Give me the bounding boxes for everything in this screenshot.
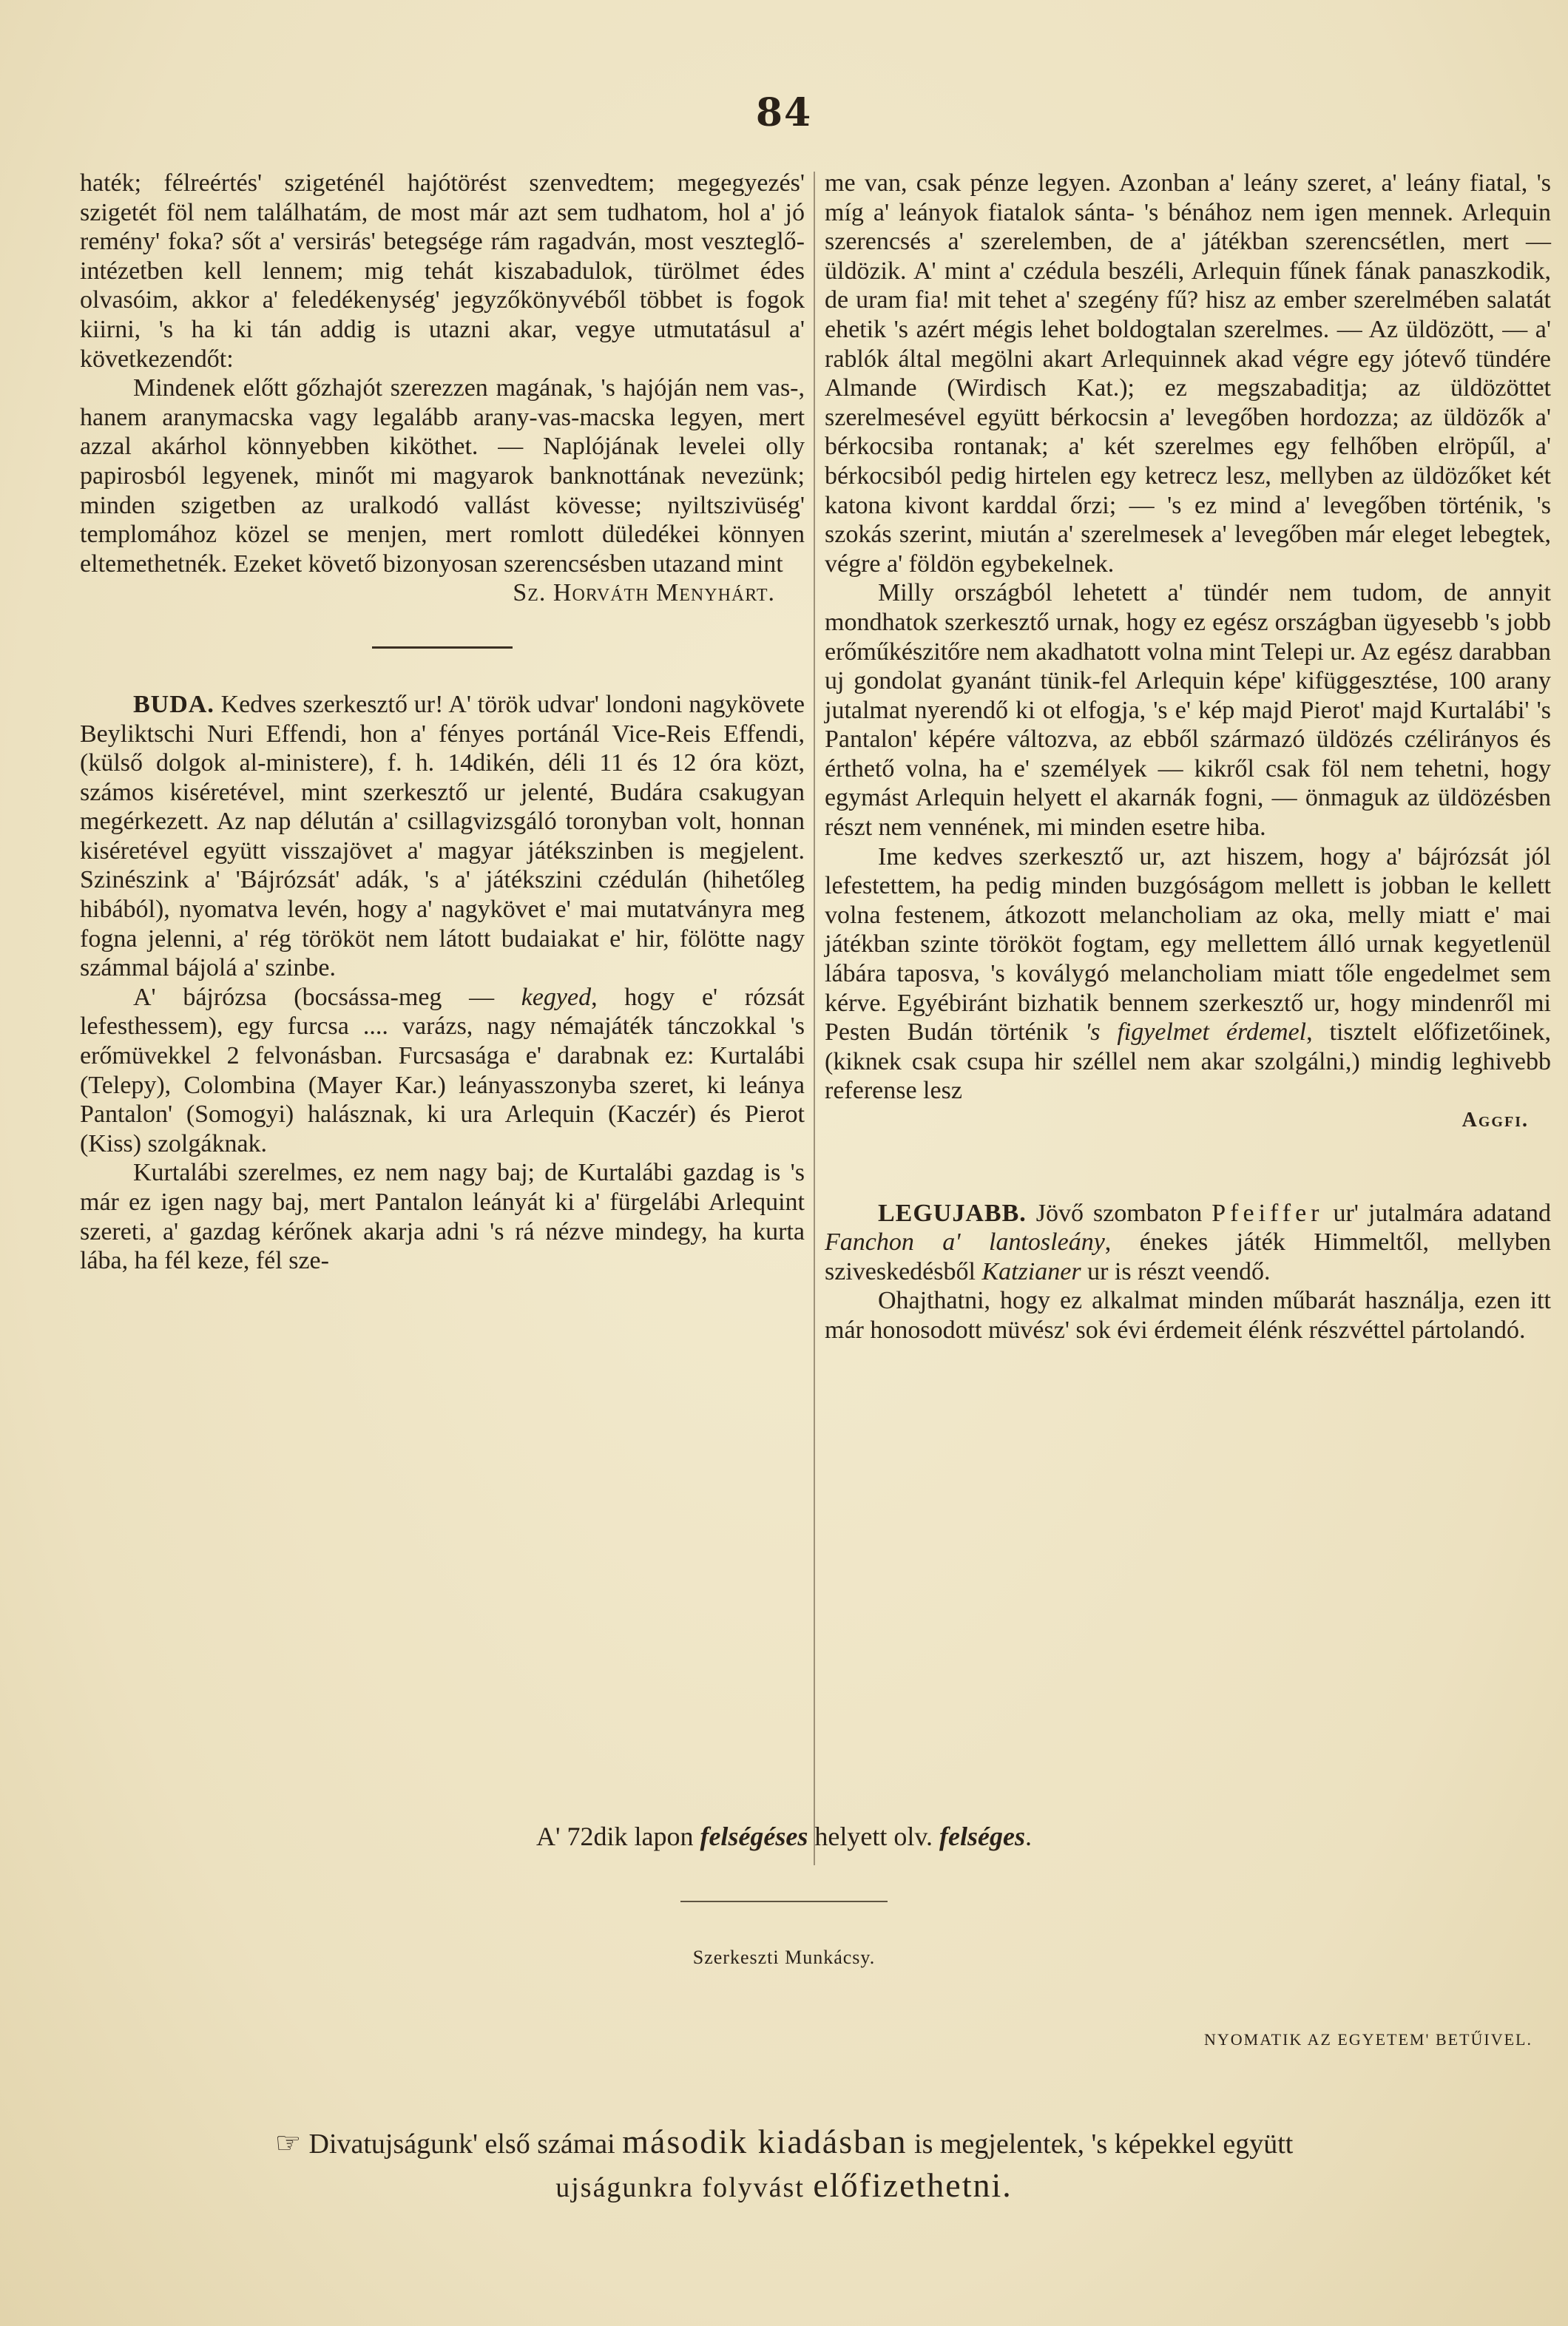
signature-aggfi: Aggfi. xyxy=(1461,1109,1529,1132)
legujabb-person: Katzianer xyxy=(981,1257,1081,1285)
continuation-paragraph: me van, csak pénze legyen. Azonban a' leány szeret, a' leány fiatal, 's míg a' leányok fiatalok sánta- 's bénához nem igen mennek. Arlequin szerencsés a' szerelemben, de a' játékban szerencsétlen, mert — üldözik. A' mint a' czédula beszéli, Arlequin fűnek fának panaszkodik, de uram fia! mit tehet a' szegény fű? hisz az ember szerelmében salatát ehetik 's azért mégis lehet boldogtalan szerelmes. — Az üldözött, — a' rablók által megölni akart Arlequinnek akad végre egy jótevő tündére Almande (Wirdisch Kat.); ez megszabaditja; az üldözöttet szerelmesével együtt bérkocsin a' levegőben hordozza; az üldözők a' bérkocsiba rontanak; a' két szerelmes egy felhőben elröpűl, a' bérkocsiból pedig hirtelen egy ketrecz lesz, mellyben az üldözőket két katona kivont karddal őrzi; — 's ez mind a' levegőben történik, 's szokás szerint, miután a' szerelmesek a' levegőben már eleget lebegtek, végre a' földön egybekelnek. xyxy=(825,169,1551,578)
buda-paragraph: Kedves szerkesztő ur! A' török udvar' londoni nagykövete Beyliktschi Nuri Effendi, hon a' fényes portánál Vice-Reis Effendi, (külső dolgok al-ministere), f. h. 14dikén, déli 11 és 12 óra közt, számos kiséretével, mint szerkesztő ur jelenté, Budára csakugyan megérkezett. Az nap délután a' csillagvizsgáló toronyban volt, honnan kiséretével együtt visszajövet a' magyar játékszinben is megjelent. Szinészink a' 'Bájrózsát' adák, 's a' játékszini czédulán (hihetőleg hibából), nyomatva levén, hogy a' nagykövet e' mai mutatványra meg fogna jelenni, a' rég törököt nem látott budaiakat e' hir, fölötte nagy számmal bájolá a' szinbe. xyxy=(80,690,805,982)
footer-divider xyxy=(680,1901,888,1902)
page-number: 84 xyxy=(755,90,813,135)
advice-paragraph: Mindenek előtt gőzhajót szerezzen magának, 's hajóján nem vas-, hanem aranymacska vagy legalább arany-vas-macska legyen, mert azzal akárhol könnyebben kiköthet. — Naplójának levelei olly papirosból legyenek, minőt mi magyarok banknottának nevezünk; minden szigetben az uralkodó vallást kövesse; nyiltszivüség' templomához közel se menjen, mert romlott düledékei könnyen eltemethetnék. Ezeket követő bizonyosan szerencsésben utazand mint xyxy=(80,374,805,578)
erratum-wrong-word: felségéses xyxy=(700,1822,808,1851)
ime-text-1: Ime kedves szerkesztő ur, azt hiszem, hogy a' bájrózsát jól lefestettem, ha pedig minden buzgóságom mellett is jobban le kellett volna festenem, átkozott melancholiam az oka, melly miatt e' mai játékban szinte törököt fogtam, egy mellettem álló urnak kegyetlenül lábára taposva, 's koválygó melancholiam miatt tőle engedelmet sem kérve. Egyébiránt bizhatik bennem szerkesztő ur, hogy mindenről mi Pesten Budán történik xyxy=(825,842,1551,1047)
erratum-middle: helyett olv. xyxy=(808,1822,940,1851)
legujabb-text-4: ur is részt veendő. xyxy=(1081,1257,1271,1285)
bajrozsa-text-1: A' bájrózsa (bocsássa-meg — xyxy=(133,983,521,1011)
column-divider xyxy=(814,172,815,1865)
notice-text-1: Divatujságunk' első számai xyxy=(308,2129,623,2160)
printer-line: NYOMATIK AZ EGYETEM' BETŰIVEL. xyxy=(1203,2030,1532,2049)
legujabb-title: Fanchon a' lantosleány xyxy=(825,1228,1105,1257)
legujabb-text-3: , énekes játék Himmeltől, mellyben sziveskedésből xyxy=(825,1228,1551,1285)
section-divider xyxy=(372,646,513,649)
buda-heading: BUDA. xyxy=(133,690,214,718)
legujabb-name: Pfeiffer xyxy=(1212,1199,1324,1227)
bajrozsa-paragraph xyxy=(80,983,805,1159)
left-column xyxy=(80,169,805,1276)
notice-text-3: ujságunkra folyvást xyxy=(555,2172,814,2203)
signature-horvath: Sz. Horváth Menyhárt. xyxy=(513,579,775,607)
notice-emphasis: második kiadásban xyxy=(622,2123,908,2160)
intro-paragraph: haték; félreértés' szigeténél hajótörést szenvedtem; megegyezés' szigetét föl nem találhatám, de most már azt sem tudhatom, hol a' jó remény' foka? sőt a' versirás' betegsége rám ragadván, most veszteglő-intézetben kell lennem; mig tehát kiszabadulok, türölmet édes olvasóim, akkor a' feledékenység' jegyzőkönyvéből többet is fogok kiirni, 's ha ki tán addig is utazni akar, vegye utmutatásul a' következendőt: xyxy=(80,169,805,373)
legujabb-text-2: ur' jutalmára adatand xyxy=(1323,1199,1551,1227)
legujabb-text-1: Jövő szombaton xyxy=(1026,1199,1212,1227)
erratum-line xyxy=(0,1821,1568,1852)
milly-paragraph: Milly országból lehetett a' tündér nem tudom, de annyit mondhatok szerkesztő urnak, hogy ez egész országban ügyesebb 's jobb erőműkészitőre nem akadhatott volna mint Telepi ur. Az egész darabban uj gondolat gyanánt tünik-fel Arlequin képe' kifüggesztése, 100 arany jutalmat nyerendő ki ot elfogja, 's e' kép majd Pierot' majd Kurtalábi' 's Pantalon' képére változva, az ebből származó üldözés czélirányos és érthető volna, ha e' személyek — kikről csak föl nem tehetni, hogy egymást Arlequin helyett el akarnák fogni, — önmaguk az üldözésben részt nem vennének, mi minden esetre hiba. xyxy=(825,579,1551,842)
notice-emphasis-2: előfizethetni. xyxy=(813,2166,1013,2204)
ime-paragraph xyxy=(825,842,1551,1106)
subscription-notice xyxy=(0,2121,1568,2208)
erratum-suffix: . xyxy=(1025,1822,1032,1851)
bajrozsa-emphasis: kegyed xyxy=(521,983,592,1011)
ime-text-2: , tisztelt előfizetőinek, (kiknek csak csupa hir széllel nem akar szolgálni,) mindig leghivebb referense lesz xyxy=(825,1018,1552,1105)
kurtalabi-paragraph: Kurtalábi szerelmes, ez nem nagy baj; de Kurtalábi gazdag is 's már ez igen nagy baj, mert Pantalon leányát ki a' fürgelábi Arlequint szereti, a' gazdag kérőnek akarja adni 's rá nézve mindegy, ha kurta lába, ha fél keze, fél sze- xyxy=(80,1159,805,1275)
legujabb-heading: LEGUJABB. xyxy=(878,1199,1027,1227)
bajrozsa-text-2: , hogy e' rózsát lefesthessem), egy furcsa .... varázs, nagy némajáték tánczokkal 's erőmüvekkel 2 felvonásban. Furcsasága e' darabnak ez: Kurtalábi (Telepy), Colombina (Mayer Kar.) leányasszonyba szeret, ki leánya Pantalon' (Somogyi) halásznak, ki ura Arlequin (Kaczér) és Pierot (Kiss) szolgáknak. xyxy=(80,983,805,1157)
ohajthatni-paragraph: Ohajthatni, hogy ez alkalmat minden műbarát használja, ezen itt már honosodott müvész' sok évi érdemeit élénk részvéttel pártolandó. xyxy=(825,1287,1551,1344)
ime-emphasis: 's figyelmet érdemel xyxy=(1084,1018,1307,1047)
legujabb-paragraph xyxy=(825,1199,1551,1287)
notice-text-2: is megjelentek, 's képekkel együtt xyxy=(907,2129,1294,2160)
buda-article xyxy=(80,690,805,983)
editor-line: Szerkeszti Munkácsy. xyxy=(692,1947,876,1968)
right-column xyxy=(825,169,1551,1345)
spacer xyxy=(825,1135,1551,1199)
pointing-hand-icon: ☞ xyxy=(274,2126,302,2160)
erratum-correct-word: felséges xyxy=(939,1822,1025,1851)
erratum-prefix: A' 72dik lapon xyxy=(536,1822,700,1851)
